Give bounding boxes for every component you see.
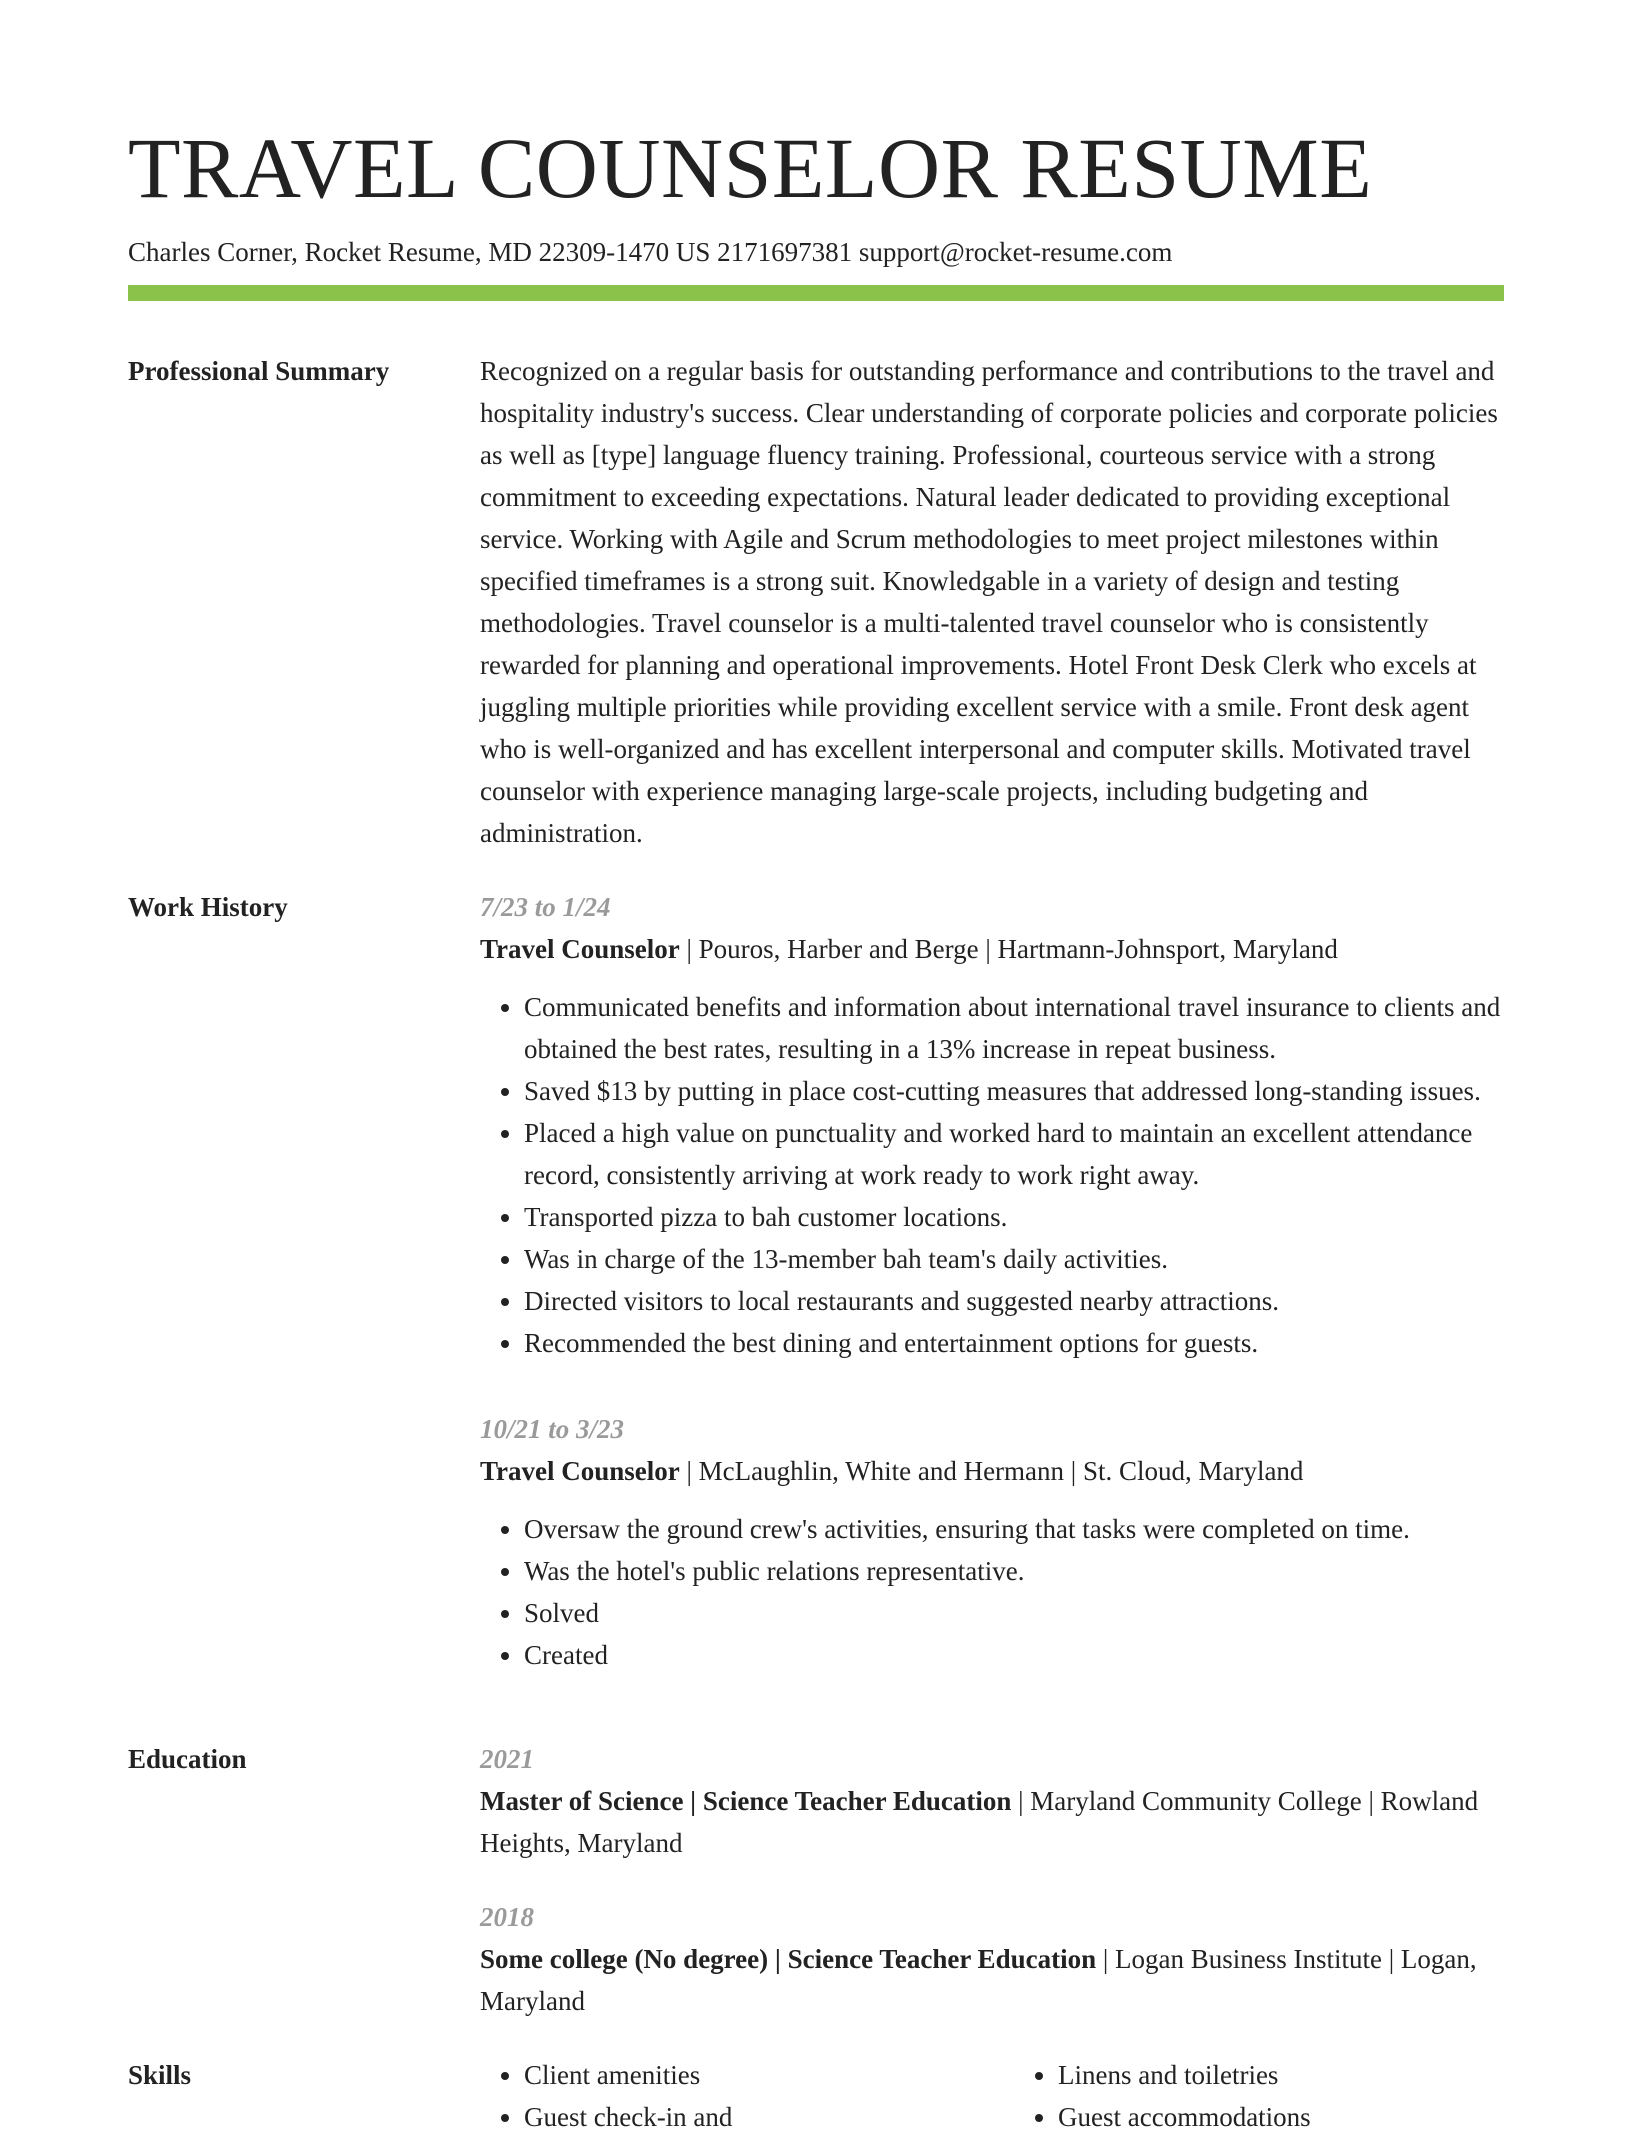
job-title: Travel Counselor — [480, 934, 680, 964]
job-employer-location: | Pouros, Harber and Berge | Hartmann-Johnsport, Maryland — [679, 934, 1338, 964]
work-history-body — [480, 886, 1504, 1708]
list-item: • Directed visitors to local restaurants and suggested nearby attractions. — [524, 1280, 1504, 1322]
list-item: • Transported pizza to bah customer locations. — [524, 1196, 1504, 1238]
list-item: • Created — [524, 1634, 1504, 1676]
education-line — [480, 1938, 1504, 2022]
list-item: • Recommended the best dining and entertainment options for guests. — [524, 1322, 1504, 1364]
list-item: • Saved $13 by putting in place cost-cutting measures that addressed long-standing issues. — [524, 1070, 1504, 1112]
list-item: • Was in charge of the 13-member bah team's daily activities. — [524, 1238, 1504, 1280]
job-role-line — [480, 928, 1504, 970]
resume-title: TRAVEL COUNSELOR RESUME — [128, 120, 1373, 216]
job-entry — [480, 886, 1504, 1364]
education-year: 2021 — [480, 1744, 534, 1774]
contact-line: Charles Corner, Rocket Resume, MD 22309-1470 US 2171697381 support@rocket-resume.com — [128, 237, 1173, 267]
skills-column-1 — [480, 2054, 970, 2138]
accent-divider — [128, 285, 1504, 301]
list-item: • Guest accommodations — [1058, 2096, 1504, 2138]
summary-text: Recognized on a regular basis for outstanding performance and contributions to the travel and hospitality industry's success. Clear understanding of corporate policies and corporate policies as well as [type] language fluency training. Professional, courteous service with a strong commitment to exceeding expectations. Natural leader dedicated to providing exceptional service. Working with Agile and Scrum methodologies to meet project milestones within specified timeframes is a strong suit. Knowledgable in a variety of design and testing methodologies. Travel counselor is a multi-talented travel counselor who is consistently rewarded for planning and operational improvements. Hotel Front Desk Clerk who excels at juggling multiple priorities while providing excellent service with a smile. Front desk agent who is well-organized and has excellent interpersonal and computer skills. Motivated travel counselor with experience managing large-scale projects, including budgeting and administration. — [480, 356, 1498, 848]
job-dates: 7/23 to 1/24 — [480, 892, 611, 922]
education-year: 2018 — [480, 1902, 534, 1932]
education-degree: Master of Science | Science Teacher Education — [480, 1786, 1012, 1816]
education-body — [480, 1738, 1504, 2054]
education-line — [480, 1780, 1504, 1864]
list-item: • Guest check-in and — [524, 2096, 970, 2138]
job-bullets — [480, 986, 1504, 1364]
job-bullets — [480, 1508, 1504, 1676]
job-title: Travel Counselor — [480, 1456, 680, 1486]
education-entry — [480, 1738, 1504, 1864]
job-entry — [480, 1408, 1504, 1676]
job-role-line — [480, 1450, 1504, 1492]
education-school: | Logan Business Institute | Logan, Maryland — [480, 1944, 1477, 2016]
skills-column-2 — [1014, 2054, 1504, 2138]
education-school: | Maryland Community College | Rowland Heights, Maryland — [480, 1786, 1479, 1858]
list-item: • Communicated benefits and information about international travel insurance to clients and obtained the best rates, resulting in a 13% increase in repeat business. — [524, 986, 1504, 1070]
list-item: • Solved — [524, 1592, 1504, 1634]
list-item: • Client amenities — [524, 2054, 970, 2096]
list-item: • Linens and toiletries — [1058, 2054, 1504, 2096]
summary-body — [480, 350, 1504, 854]
resume-header — [128, 118, 1504, 270]
education-entry — [480, 1896, 1504, 2022]
job-employer-location: | McLaughlin, White and Hermann | St. Cloud, Maryland — [679, 1456, 1304, 1486]
skills-heading: Skills — [128, 2060, 192, 2090]
work-history-heading: Work History — [128, 892, 288, 922]
list-item: • Oversaw the ground crew's activities, ensuring that tasks were completed on time. — [524, 1508, 1504, 1550]
list-item: • Was the hotel's public relations representative. — [524, 1550, 1504, 1592]
summary-heading: Professional Summary — [128, 356, 390, 386]
education-degree: Some college (No degree) | Science Teacher Education — [480, 1944, 1097, 1974]
job-dates: 10/21 to 3/23 — [480, 1414, 625, 1444]
list-item: • Placed a high value on punctuality and worked hard to maintain an excellent attendance record, consistently arriving at work ready to work right away. — [524, 1112, 1504, 1196]
skills-body — [480, 2054, 1504, 2138]
education-heading: Education — [128, 1744, 247, 1774]
